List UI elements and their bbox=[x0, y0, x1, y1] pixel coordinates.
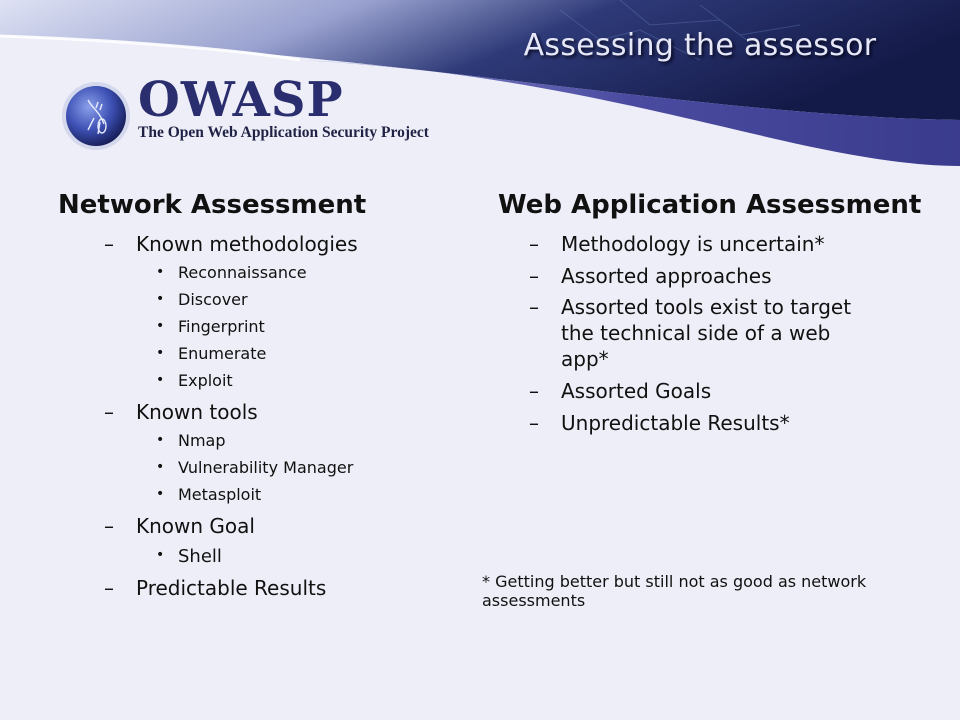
sub-list-item: • Exploit bbox=[156, 371, 233, 390]
list-item: – Known tools bbox=[104, 400, 258, 424]
sub-list-item: • Metasploit bbox=[156, 485, 262, 504]
bullet-dot-icon: • bbox=[156, 345, 165, 361]
sub-list-item: • Reconnaissance bbox=[156, 263, 307, 282]
owasp-wasp-globe-icon bbox=[58, 78, 134, 154]
bullet-dot-icon: • bbox=[156, 486, 165, 502]
dash-icon: – bbox=[104, 514, 114, 538]
list-item: – Assorted Goals bbox=[529, 379, 712, 403]
bullet-dot-icon: • bbox=[156, 318, 165, 334]
list-item: – Known methodologies bbox=[104, 232, 358, 256]
bullet-dot-icon: • bbox=[156, 372, 165, 388]
sub-list-item: • Discover bbox=[156, 290, 248, 309]
dash-icon: – bbox=[529, 295, 539, 319]
dash-icon: – bbox=[529, 379, 539, 403]
sub-list-item: • Fingerprint bbox=[156, 317, 265, 336]
bullet-dot-icon: • bbox=[156, 264, 165, 280]
owasp-logo bbox=[58, 72, 438, 154]
footnote: * Getting better but still not as good as network assessments bbox=[482, 572, 867, 610]
dash-icon: – bbox=[104, 232, 114, 256]
list-item: – Assorted approaches bbox=[529, 264, 772, 288]
bullet-dot-icon: • bbox=[156, 432, 165, 448]
owasp-tagline: The Open Web Application Security Project bbox=[138, 124, 429, 141]
owasp-wordmark: OWASP bbox=[138, 72, 344, 128]
dash-icon: – bbox=[529, 411, 539, 435]
dash-icon: – bbox=[529, 232, 539, 256]
list-item: – Methodology is uncertain* bbox=[529, 232, 825, 256]
sub-list-item: • Enumerate bbox=[156, 344, 267, 363]
dash-icon: – bbox=[104, 576, 114, 600]
network-assessment-heading: Network Assessment bbox=[58, 190, 367, 220]
sub-list-item: • Vulnerability Manager bbox=[156, 458, 354, 477]
bullet-dot-icon: • bbox=[156, 459, 165, 475]
sub-list-item: • Shell bbox=[156, 546, 222, 567]
bullet-dot-icon: • bbox=[156, 291, 165, 307]
dash-icon: – bbox=[104, 400, 114, 424]
dash-icon: – bbox=[529, 264, 539, 288]
bullet-dot-icon: • bbox=[156, 547, 165, 563]
list-item: – Assorted tools exist to target the technical side of a web app* bbox=[529, 295, 852, 371]
sub-list-item: • Nmap bbox=[156, 431, 226, 450]
web-app-assessment-heading: Web Application Assessment bbox=[498, 190, 922, 220]
list-item: – Unpredictable Results* bbox=[529, 411, 790, 435]
list-item: – Known Goal bbox=[104, 514, 255, 538]
list-item: – Predictable Results bbox=[104, 576, 327, 600]
slide-title: Assessing the assessor bbox=[523, 28, 877, 63]
